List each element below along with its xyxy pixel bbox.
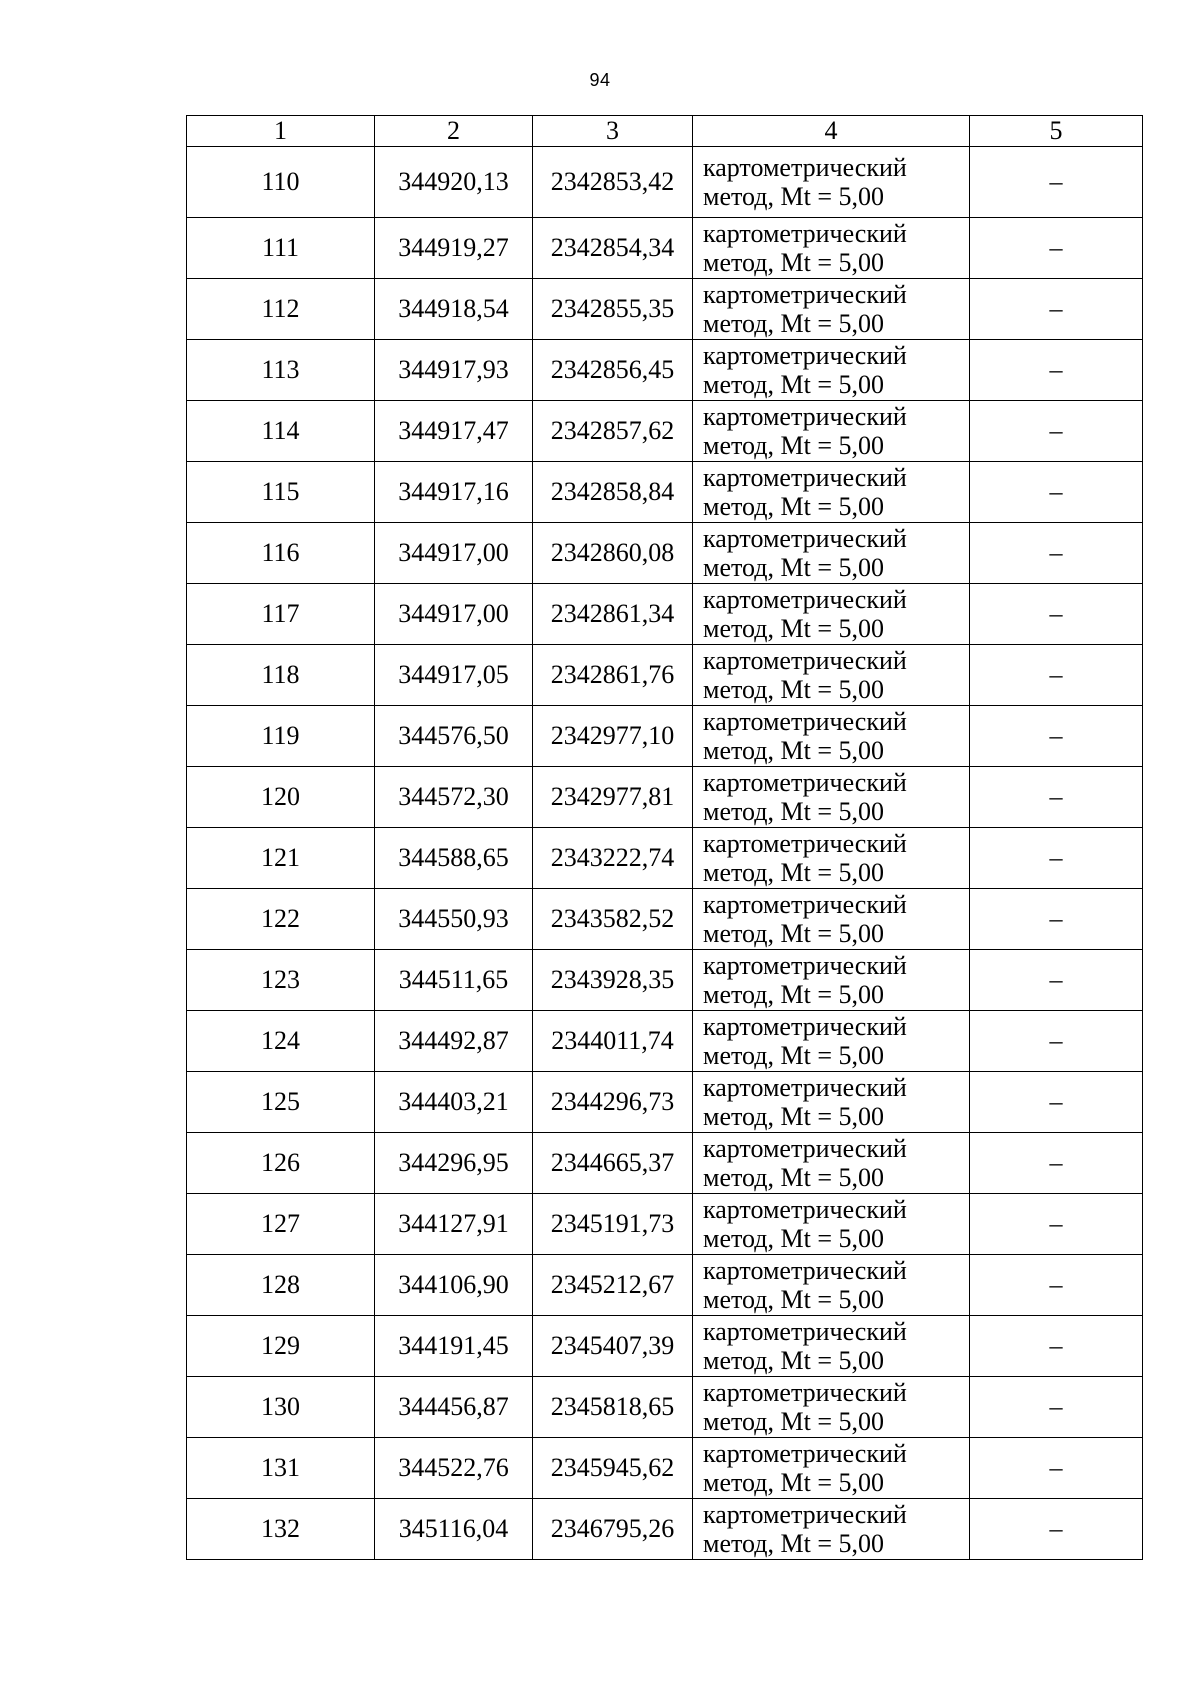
point-number-cell: 117 [187,584,375,645]
method-line-1: картометрический [703,1073,907,1102]
point-number-cell: 115 [187,462,375,523]
method-line-2: метод, Mt = 5,00 [703,1468,884,1497]
method-cell [693,767,970,828]
table-row [187,401,1143,462]
method-line-1: картометрический [703,402,907,431]
coordinates-table [186,115,1143,1560]
method-cell [693,828,970,889]
table-row [187,279,1143,340]
note-cell: – [970,1072,1143,1133]
point-number-cell: 120 [187,767,375,828]
method-line-2: метод, Mt = 5,00 [703,980,884,1009]
note-cell: – [970,1011,1143,1072]
point-number-cell: 114 [187,401,375,462]
x-coordinate-cell: 344572,30 [375,767,533,828]
page-number: 94 [589,70,611,90]
point-number-cell: 110 [187,147,375,218]
note-cell: – [970,340,1143,401]
method-line-1: картометрический [703,463,907,492]
y-coordinate-cell: 2345945,62 [533,1438,693,1499]
y-coordinate-cell: 2343222,74 [533,828,693,889]
y-coordinate-cell: 2342977,10 [533,706,693,767]
method-cell [693,1377,970,1438]
method-line-1: картометрический [703,1378,907,1407]
x-coordinate-cell: 344917,05 [375,645,533,706]
y-coordinate-cell: 2344665,37 [533,1133,693,1194]
point-number-cell: 122 [187,889,375,950]
method-line-1: картометрический [703,1500,907,1529]
table-body [187,147,1143,1560]
point-number-cell: 132 [187,1499,375,1560]
method-cell [693,401,970,462]
method-line-1: картометрический [703,153,907,182]
method-cell [693,1194,970,1255]
point-number-cell: 130 [187,1377,375,1438]
table-row [187,147,1143,218]
x-coordinate-cell: 344576,50 [375,706,533,767]
method-line-1: картометрический [703,341,907,370]
x-coordinate-cell: 344919,27 [375,218,533,279]
table-row [187,584,1143,645]
point-number-cell: 127 [187,1194,375,1255]
method-cell [693,218,970,279]
method-line-2: метод, Mt = 5,00 [703,1285,884,1314]
table-row [187,523,1143,584]
method-cell [693,147,970,218]
table-row [187,706,1143,767]
method-line-1: картометрический [703,280,907,309]
note-cell: – [970,584,1143,645]
table-row [187,889,1143,950]
point-number-cell: 126 [187,1133,375,1194]
table-row [187,1133,1143,1194]
method-line-2: метод, Mt = 5,00 [703,370,884,399]
note-cell: – [970,1255,1143,1316]
column-header-5: 5 [970,116,1143,147]
method-cell [693,1316,970,1377]
column-header-2: 2 [375,116,533,147]
x-coordinate-cell: 344917,16 [375,462,533,523]
method-line-2: метод, Mt = 5,00 [703,919,884,948]
method-line-2: метод, Mt = 5,00 [703,553,884,582]
method-cell [693,340,970,401]
note-cell: – [970,645,1143,706]
note-cell: – [970,279,1143,340]
y-coordinate-cell: 2345212,67 [533,1255,693,1316]
y-coordinate-cell: 2345818,65 [533,1377,693,1438]
point-number-cell: 123 [187,950,375,1011]
note-cell: – [970,218,1143,279]
method-line-1: картометрический [703,1317,907,1346]
method-line-1: картометрический [703,524,907,553]
x-coordinate-cell: 344191,45 [375,1316,533,1377]
table-row [187,767,1143,828]
method-cell [693,1499,970,1560]
table-row [187,462,1143,523]
method-line-2: метод, Mt = 5,00 [703,1407,884,1436]
method-cell [693,1255,970,1316]
note-cell: – [970,1438,1143,1499]
y-coordinate-cell: 2343582,52 [533,889,693,950]
y-coordinate-cell: 2346795,26 [533,1499,693,1560]
note-cell: – [970,523,1143,584]
x-coordinate-cell: 344492,87 [375,1011,533,1072]
table-row [187,340,1143,401]
table-row [187,1499,1143,1560]
table-row [187,1255,1143,1316]
y-coordinate-cell: 2342856,45 [533,340,693,401]
method-line-1: картометрический [703,890,907,919]
method-line-2: метод, Mt = 5,00 [703,858,884,887]
x-coordinate-cell: 344920,13 [375,147,533,218]
x-coordinate-cell: 345116,04 [375,1499,533,1560]
table-row [187,1316,1143,1377]
point-number-cell: 116 [187,523,375,584]
method-line-1: картометрический [703,1012,907,1041]
method-line-1: картометрический [703,951,907,980]
point-number-cell: 124 [187,1011,375,1072]
method-cell [693,1072,970,1133]
column-header-3: 3 [533,116,693,147]
method-line-1: картометрический [703,829,907,858]
y-coordinate-cell: 2343928,35 [533,950,693,1011]
method-line-1: картометрический [703,1195,907,1224]
table-row [187,1011,1143,1072]
x-coordinate-cell: 344917,00 [375,584,533,645]
method-cell [693,645,970,706]
method-line-2: метод, Mt = 5,00 [703,431,884,460]
method-line-2: метод, Mt = 5,00 [703,309,884,338]
method-cell [693,279,970,340]
table-row [187,218,1143,279]
method-line-2: метод, Mt = 5,00 [703,675,884,704]
note-cell: – [970,706,1143,767]
method-line-1: картометрический [703,768,907,797]
point-number-cell: 119 [187,706,375,767]
y-coordinate-cell: 2342853,42 [533,147,693,218]
table-header-row [187,116,1143,147]
x-coordinate-cell: 344917,00 [375,523,533,584]
method-cell [693,1133,970,1194]
y-coordinate-cell: 2344011,74 [533,1011,693,1072]
note-cell: – [970,462,1143,523]
point-number-cell: 129 [187,1316,375,1377]
method-cell [693,584,970,645]
method-cell [693,523,970,584]
table-row [187,1072,1143,1133]
x-coordinate-cell: 344106,90 [375,1255,533,1316]
x-coordinate-cell: 344127,91 [375,1194,533,1255]
method-cell [693,1011,970,1072]
note-cell: – [970,1377,1143,1438]
note-cell: – [970,1499,1143,1560]
x-coordinate-cell: 344403,21 [375,1072,533,1133]
note-cell: – [970,1133,1143,1194]
method-line-2: метод, Mt = 5,00 [703,248,884,277]
y-coordinate-cell: 2344296,73 [533,1072,693,1133]
column-header-4: 4 [693,116,970,147]
method-line-2: метод, Mt = 5,00 [703,1102,884,1131]
note-cell: – [970,889,1143,950]
method-cell [693,950,970,1011]
point-number-cell: 112 [187,279,375,340]
method-line-2: метод, Mt = 5,00 [703,492,884,521]
y-coordinate-cell: 2342855,35 [533,279,693,340]
table-row [187,645,1143,706]
method-line-1: картометрический [703,1134,907,1163]
note-cell: – [970,1194,1143,1255]
method-line-2: метод, Mt = 5,00 [703,797,884,826]
y-coordinate-cell: 2342861,76 [533,645,693,706]
table-row [187,828,1143,889]
x-coordinate-cell: 344522,76 [375,1438,533,1499]
method-line-2: метод, Mt = 5,00 [703,1346,884,1375]
note-cell: – [970,401,1143,462]
method-line-2: метод, Mt = 5,00 [703,1163,884,1192]
point-number-cell: 111 [187,218,375,279]
x-coordinate-cell: 344296,95 [375,1133,533,1194]
method-line-1: картометрический [703,646,907,675]
table-row [187,950,1143,1011]
y-coordinate-cell: 2345191,73 [533,1194,693,1255]
method-line-2: метод, Mt = 5,00 [703,182,884,211]
column-header-1: 1 [187,116,375,147]
x-coordinate-cell: 344918,54 [375,279,533,340]
y-coordinate-cell: 2345407,39 [533,1316,693,1377]
y-coordinate-cell: 2342861,34 [533,584,693,645]
point-number-cell: 118 [187,645,375,706]
method-line-2: метод, Mt = 5,00 [703,736,884,765]
x-coordinate-cell: 344917,93 [375,340,533,401]
x-coordinate-cell: 344588,65 [375,828,533,889]
y-coordinate-cell: 2342854,34 [533,218,693,279]
x-coordinate-cell: 344550,93 [375,889,533,950]
method-line-2: метод, Mt = 5,00 [703,1529,884,1558]
method-line-2: метод, Mt = 5,00 [703,1224,884,1253]
method-line-1: картометрический [703,707,907,736]
point-number-cell: 131 [187,1438,375,1499]
y-coordinate-cell: 2342857,62 [533,401,693,462]
method-line-1: картометрический [703,1439,907,1468]
note-cell: – [970,1316,1143,1377]
method-line-2: метод, Mt = 5,00 [703,614,884,643]
table-row [187,1194,1143,1255]
x-coordinate-cell: 344511,65 [375,950,533,1011]
y-coordinate-cell: 2342858,84 [533,462,693,523]
method-cell [693,1438,970,1499]
point-number-cell: 113 [187,340,375,401]
method-cell [693,889,970,950]
method-line-1: картометрический [703,1256,907,1285]
y-coordinate-cell: 2342860,08 [533,523,693,584]
method-cell [693,462,970,523]
point-number-cell: 128 [187,1255,375,1316]
note-cell: – [970,828,1143,889]
y-coordinate-cell: 2342977,81 [533,767,693,828]
point-number-cell: 125 [187,1072,375,1133]
table-row [187,1438,1143,1499]
method-line-1: картометрический [703,219,907,248]
table-row [187,1377,1143,1438]
note-cell: – [970,950,1143,1011]
x-coordinate-cell: 344917,47 [375,401,533,462]
method-line-2: метод, Mt = 5,00 [703,1041,884,1070]
note-cell: – [970,147,1143,218]
point-number-cell: 121 [187,828,375,889]
method-cell [693,706,970,767]
x-coordinate-cell: 344456,87 [375,1377,533,1438]
note-cell: – [970,767,1143,828]
method-line-1: картометрический [703,585,907,614]
